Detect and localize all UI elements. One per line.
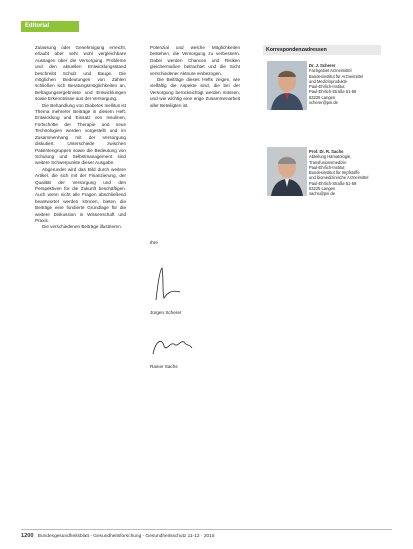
footer-rule	[21, 529, 392, 530]
person-name: Prof. Dr. R. Sachs	[309, 149, 344, 154]
email-line: scherer@pei.de	[309, 100, 338, 106]
journal-citation: Bundesgesundheitsblatt - Gesundheitsforschung - Gesundheitsschutz 11-12 · 2015	[37, 534, 215, 539]
text-column-left	[35, 45, 126, 231]
sidebar-title: Korrespondenzadressen	[263, 45, 381, 55]
paragraph: Abgerundet wird das Bild durch weitere Artikel, die sich mit der Finanzierung, der Qualität der Versorgung und den Perspektiven für die Zukunft beschäftigen. Auch wenn nicht alle Fragen abschließend beantwortet werden können, bieten die Beiträge eine fundierte Grundlage für die weitere Diskussion in Wissenschaft und Praxis.	[35, 166, 126, 223]
address-line: Paul-Ehrlich-Institut	[309, 164, 345, 170]
paragraph: Zulassung oder Genehmigung erreicht, erlaubt aber sehr wohl vergleichbare Aussagen über die Versorgung. Probleme und den aktuellen Entwicklungsstand beschreibt Schulz und Bauge. Die möglichen Bedeutungen von Zahlen schließen sich Beratungsmöglichkeiten an, Befragungsergebnisse und Entwicklungen sowie Erkenntnisse aus der Versorgung.	[35, 45, 126, 102]
person-card	[263, 143, 381, 227]
person-info	[309, 149, 379, 197]
address-line: Transfusionsmedizin	[309, 159, 347, 165]
address-line: Paul-Ehrlich-Straße 51-59	[309, 89, 357, 95]
portrait-photo	[267, 147, 307, 196]
address-line: Bundesinstitut für Arzneimittel	[309, 73, 363, 79]
signature-scherer-image	[150, 262, 190, 306]
portrait-photo	[267, 61, 307, 110]
signer-name: Jürgen Scherer	[150, 310, 182, 315]
address-line: 63225 Langen	[309, 186, 336, 192]
paragraph: Die Behandlung von Diabetes mellitus ist Thema mehrerer Beiträge in diesem Heft. Entwicklung und Einsatz von Insulinen, Fortschritte der Therapie und neue Technologien werden vorgestellt und im Zusammenhang mit der Versorgung diskutiert. Unterschiede zwischen Patientengruppen sowie die Bedeutung von Schulung und Selbstmanagement sind weitere Schwerpunkte dieser Ausgabe.	[35, 102, 126, 166]
address-line: 63225 Langen	[309, 94, 336, 100]
paragraph: Potenzial und welche Möglichkeiten bestehen, die Versorgung zu verbessern. Dabei werden Chancen und Risiken gleichermaßen betrachtet und die Sicht verschiedener Akteure einbezogen.	[150, 45, 240, 76]
page-footer	[21, 533, 393, 539]
correspondence-sidebar	[263, 45, 381, 227]
signer-name: Rainer Sachs	[150, 364, 178, 369]
address-line: Abteilung Hämatologie,	[309, 154, 352, 160]
closing-text: Ihre	[150, 240, 158, 245]
person-info	[309, 63, 379, 105]
paragraph: Die verschiedenen Beiträge illustrieren.	[42, 224, 122, 230]
person-name: Dr. J. Scherer	[309, 63, 336, 68]
email-line: sachs@pei.de	[309, 191, 336, 197]
signature-sachs-image	[150, 334, 195, 360]
address-line: Fachgebiet Arzneimittel	[309, 68, 352, 74]
address-line: und Medizinprodukte	[309, 78, 348, 84]
address-line: Bundesinstitut für Impfstoffe	[309, 170, 360, 176]
person-card	[263, 57, 381, 141]
address-line: und biomedizinische Arzneimittel	[309, 175, 369, 181]
paragraph: Die Beiträge dieses Hefts zeigen, wie vielfältig die Aspekte sind, die bei der Versorgung berücksichtigt werden müssen, und wie wichtig eine enge Zusammenarbeit aller Beteiligten ist.	[150, 77, 240, 108]
rubric-label: Editorial	[21, 21, 79, 32]
address-line: Paul-Ehrlich-Institut	[309, 84, 345, 90]
text-column-middle	[150, 45, 240, 109]
address-line: Paul-Ehrlich-Straße 51-59	[309, 180, 357, 186]
page-number: 1200	[21, 533, 34, 539]
